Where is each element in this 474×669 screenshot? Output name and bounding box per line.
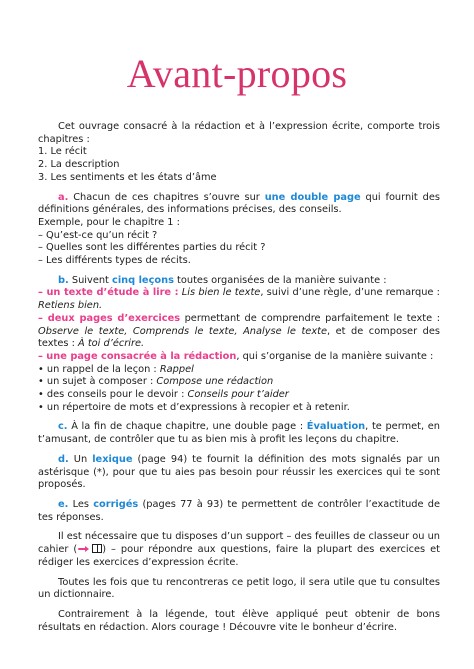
bullet-item: • un sujet à composer : Compose une rédaction [38,376,274,388]
highlight-evaluation: Évaluation [306,421,366,433]
section-e [38,499,440,524]
section-a-text: a. Chacun de ces chapitres s’ouvre sur une double page qui fournit des définitions générales, des informations précises, des conseils. [38,191,440,216]
bullet-item: • des conseils pour le devoir : Conseils pour t’aider [38,389,289,401]
section-e-text: e. Les corrigés (pages 77 à 93) te permettent de contrôler l’exactitude de tes réponses. [38,498,440,523]
document-body [38,121,440,634]
chapter-list-item: 1. Le récit [38,146,87,158]
section-letter: d. [58,453,69,465]
lesson-part-exercises: – deux pages d’exercices permettant de comprendre parfaitement le texte : Observe le texte, Comprends le texte, Analyse le texte, et de composer des textes : À toi d’écrire. [38,312,440,350]
highlight-double-page: une double page [264,191,361,203]
section-letter: e. [58,498,69,510]
logo-paragraph: Toutes les fois que tu rencontreras ce petit logo, il sera utile que tu consultes un dictionnaire. [38,576,440,601]
section-c-text: c. À la fin de chaque chapitre, une double page : Évaluation, te permet, en t’amusant, de contrôler que tu as bien mis à profit les leçons du chapitre. [38,421,440,446]
bullet-item: • un répertoire de mots et d’expressions à recopier et à retenir. [38,401,350,413]
closing-paragraph: Contrairement à la légende, tout élève appliqué peut obtenir de bons résultats en rédaction. Alors courage ! Découvre vite le bonheur d’écrire. [38,608,440,633]
section-b [38,275,440,415]
intro-text: Cet ouvrage consacré à la rédaction et à l’expression écrite, comporte trois chapitres : [38,121,440,145]
notebook-icon [92,544,102,553]
section-letter: c. [58,421,68,433]
section-a [38,192,440,268]
chapter-list-item: 3. Les sentiments et les états d’âme [38,171,217,183]
example-item: – Les différents types de récits. [38,255,191,267]
section-d [38,454,440,492]
lesson-part-text: – un texte d’étude à lire : Lis bien le texte, suivi d’une règle, d’une remarque : Retiens bien. [38,287,440,312]
support-paragraph: Il est nécessaire que tu disposes d’un support – des feuilles de classeur ou un cahier ( ) – pour répondre aux questions, faire la plupart des exercices et rédiger les exercices d’expression écrite. [38,531,441,568]
section-letter: a. [58,191,69,203]
pencil-pointer-icon [78,545,90,553]
example-item: – Quelles sont les différentes parties du récit ? [38,242,266,254]
section-c [38,421,440,446]
page-title: Avant-propos [126,51,348,96]
section-b-text: b. Suivent cinq leçons toutes organisées de la manière suivante : [58,274,387,286]
bullet-item: • un rappel de la leçon : Rappel [38,363,194,375]
section-letter: b. [58,274,69,286]
chapter-list-item: 2. La description [38,159,120,171]
highlight-corriges: corrigés [93,498,139,510]
lesson-part-redaction: – une page consacrée à la rédaction, qui s’organise de la manière suivante : [38,350,434,362]
example-label: Exemple, pour le chapitre 1 : [38,216,180,228]
example-item: – Qu’est-ce qu’un récit ? [38,229,158,241]
highlight-lexique: lexique [92,453,133,465]
highlight-five-lessons: cinq leçons [112,274,174,286]
intro-block [38,121,440,185]
section-d-text: d. Un lexique (page 94) te fournit la définition des mots signalés par un astérisque (*), pour que tu aies pas besoin pour réussir les exercices qui te sont proposés. [38,453,440,491]
